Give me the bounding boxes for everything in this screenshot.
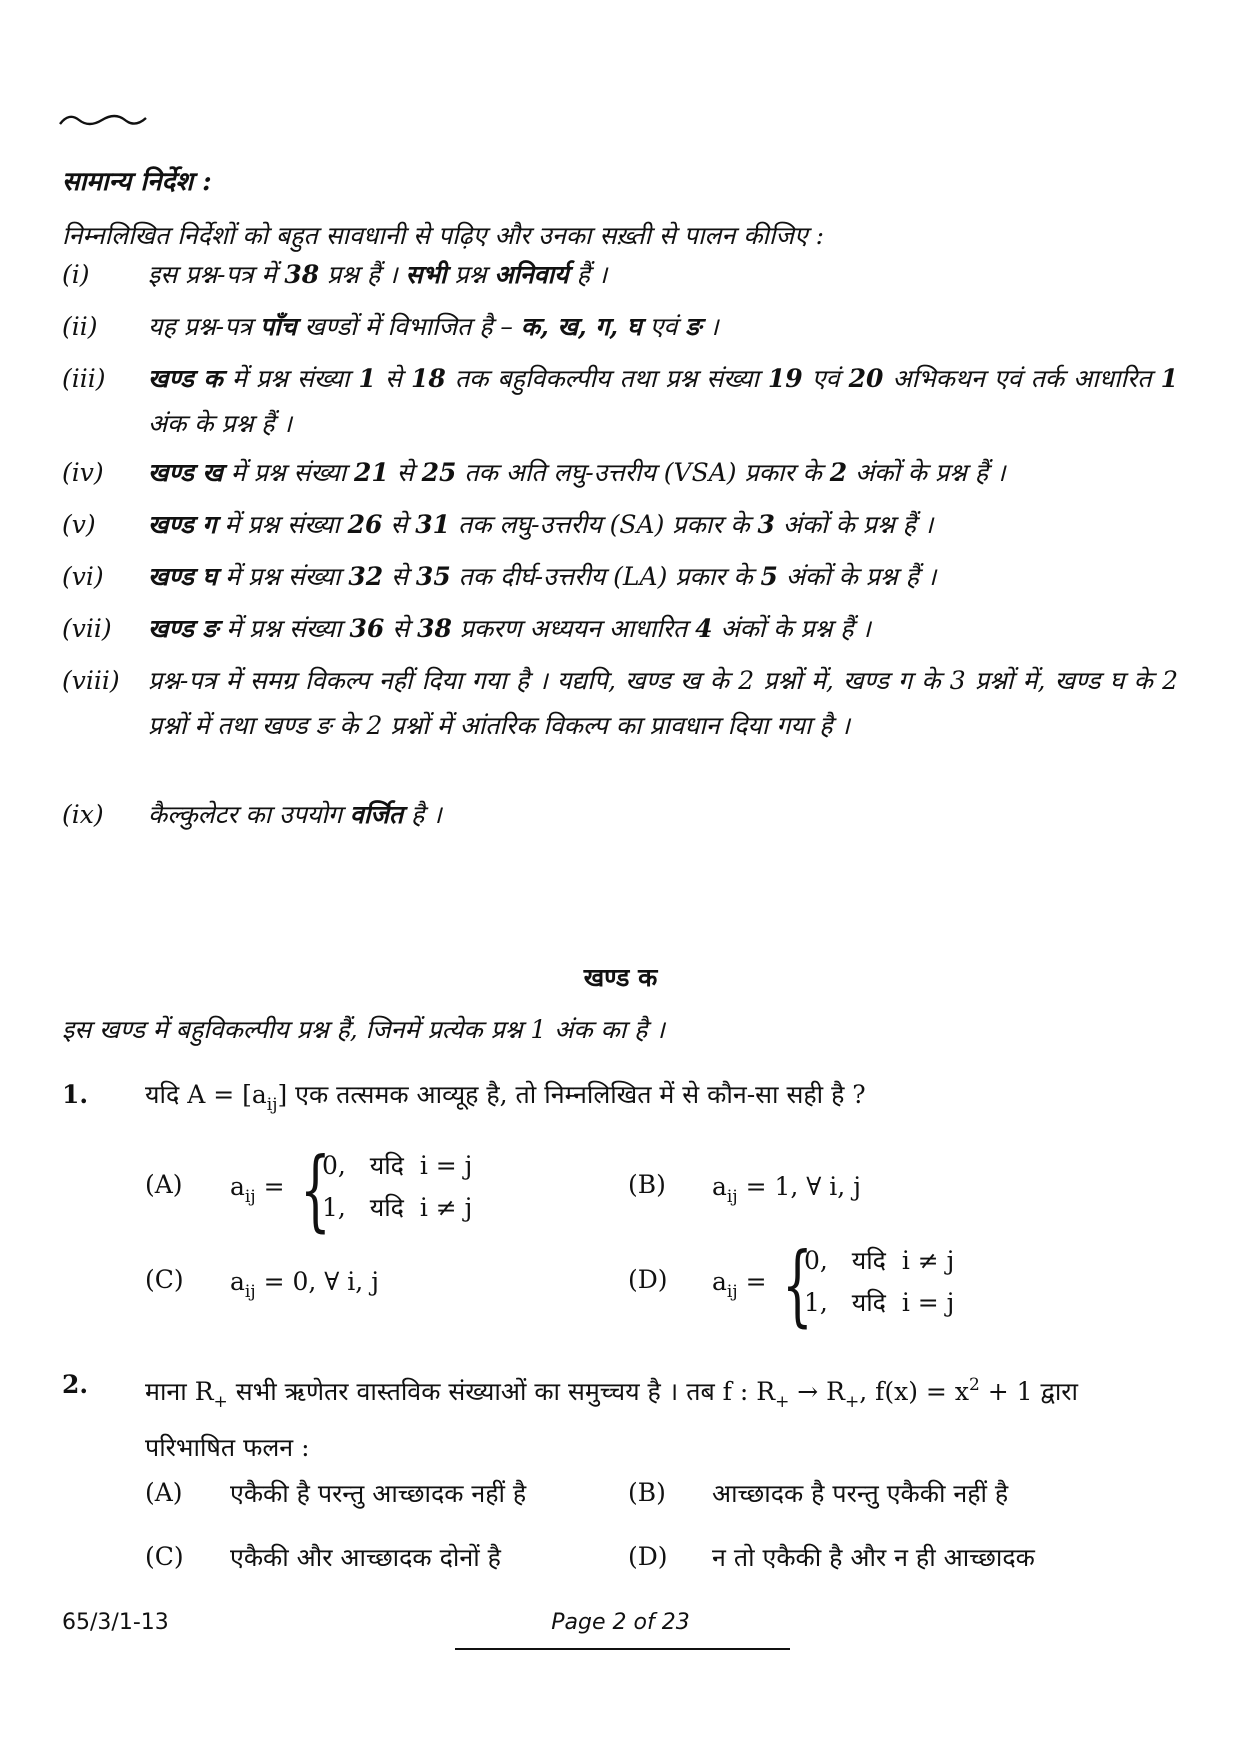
question-number: 2.	[62, 1370, 89, 1399]
instruction-text: प्रश्न-पत्र में समग्र विकल्प नहीं दिया गया है । यद्यपि, खण्ड ख के 2 प्रश्नों में, खण्ड ग के 3 प्रश्नों में, खण्ड घ के 2 प्रश्नों में तथा खण्ड ङ के 2 प्रश्नों में आंतरिक विकल्प का प्रावधान दिया गया है ।	[148, 666, 1178, 740]
instruction-number: (iii)	[62, 364, 106, 393]
paper-code: 65/3/1-13	[62, 1610, 169, 1635]
option-text: एकैकी है परन्तु आच्छादक नहीं है	[230, 1479, 527, 1508]
left-brace-icon: {	[300, 1138, 331, 1241]
option-label: (B)	[628, 1478, 666, 1507]
wave-decoration-icon	[58, 112, 148, 128]
option-text: $a_{ij} = 1$, ∀ i, j	[712, 1172, 861, 1207]
option-text: $a_{ij} = 0$, ∀ i, j	[230, 1267, 379, 1302]
instruction-number: (iv)	[62, 458, 104, 487]
case-line: 0, यदि i ≠ j	[804, 1246, 955, 1275]
case-line: 1, यदि i = j	[804, 1288, 955, 1317]
option-text: न तो एकैकी है और न ही आच्छादक	[712, 1543, 1035, 1572]
instruction-number: (viii)	[62, 666, 120, 695]
question-number: 1.	[62, 1080, 89, 1109]
instruction-number: (ii)	[62, 312, 98, 341]
instruction-text: इस प्रश्न-पत्र में 38 प्रश्न हैं । सभी प्रश्न अनिवार्य हैं ।	[148, 260, 608, 289]
instruction-text: खण्ड क में प्रश्न संख्या 1 से 18 तक बहुविकल्पीय तथा प्रश्न संख्या 19 एवं 20 अभिकथन एवं तर्क आधारित 1 अंक के प्रश्न हैं ।	[148, 364, 1178, 438]
instruction-text: खण्ड ङ में प्रश्न संख्या 36 से 38 प्रकरण अध्ययन आधारित 4 अंकों के प्रश्न हैं ।	[148, 614, 871, 643]
option-label: (B)	[628, 1170, 666, 1199]
option-text: एकैकी और आच्छादक दोनों है	[230, 1543, 501, 1572]
case-line: 1, यदि i ≠ j	[322, 1193, 473, 1222]
instruction-text: खण्ड घ में प्रश्न संख्या 32 से 35 तक दीर्घ-उत्तरीय (LA) प्रकार के 5 अंकों के प्रश्न हैं ।	[148, 562, 937, 591]
general-instructions-intro: निम्नलिखित निर्देशों को बहुत सावधानी से पढ़िए और उनका सख़्ती से पालन कीजिए :	[62, 221, 825, 250]
question-text: माना $R_+$ सभी ऋणेतर वास्तविक संख्याओं का समुच्चय है । तब f : $R_+ \to R_+$, $f(x) = x^2 + 1$ द्वारा परिभाषित फलन :	[145, 1375, 1079, 1462]
option-label: (A)	[145, 1170, 183, 1199]
question-text: यदि $A = [a_{ij}]$ एक तत्समक आव्यूह है, तो निम्नलिखित में से कौन-सा सही है ?	[145, 1080, 866, 1115]
instruction-text: खण्ड ख में प्रश्न संख्या 21 से 25 तक अति लघु-उत्तरीय (VSA) प्रकार के 2 अंकों के प्रश्न हैं ।	[148, 458, 1006, 487]
general-instructions-heading: सामान्य निर्देश :	[62, 167, 212, 197]
page-number: Page 2 of 23	[551, 1610, 690, 1635]
instruction-number: (i)	[62, 260, 90, 289]
option-label: (C)	[145, 1542, 184, 1571]
instruction-text: यह प्रश्न-पत्र पाँच खण्डों में विभाजित है – क, ख, ग, घ एवं ङ ।	[148, 312, 719, 341]
instruction-number: (ix)	[62, 800, 104, 829]
footer-rule	[455, 1648, 790, 1650]
instruction-number: (vii)	[62, 614, 112, 643]
instruction-number: (vi)	[62, 562, 104, 591]
section-title: खण्ड क	[583, 963, 658, 992]
case-line: 0, यदि i = j	[322, 1151, 473, 1180]
left-brace-icon: {	[782, 1233, 813, 1336]
option-lhs: $a_{ij}$ =	[230, 1172, 285, 1207]
section-note: इस खण्ड में बहुविकल्पीय प्रश्न हैं, जिनमें प्रत्येक प्रश्न 1 अंक का है ।	[62, 1015, 665, 1044]
instruction-text: कैल्कुलेटर का उपयोग वर्जित है ।	[148, 800, 442, 829]
option-lhs: $a_{ij}$ =	[712, 1267, 767, 1302]
instruction-text: खण्ड ग में प्रश्न संख्या 26 से 31 तक लघु-उत्तरीय (SA) प्रकार के 3 अंकों के प्रश्न हैं ।	[148, 510, 934, 539]
option-label: (C)	[145, 1265, 184, 1294]
option-label: (D)	[628, 1265, 668, 1294]
option-text: आच्छादक है परन्तु एकैकी नहीं है	[712, 1479, 1009, 1508]
option-label: (A)	[145, 1478, 183, 1507]
option-label: (D)	[628, 1542, 668, 1571]
instruction-number: (v)	[62, 510, 96, 539]
